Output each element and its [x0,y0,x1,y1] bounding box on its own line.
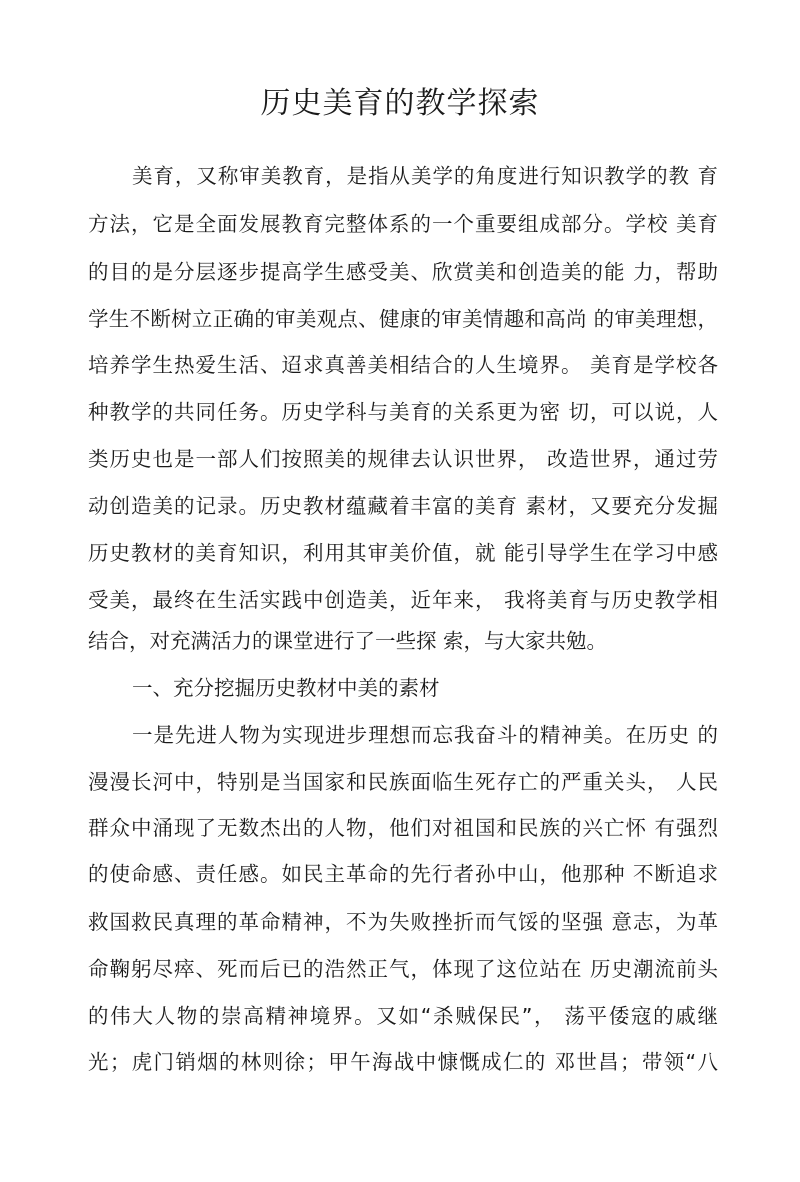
paragraph-line: 方法，它是全面发展教育完整体系的一个重要组成部分。学校 美育 [88,212,718,236]
paragraph-line: 种教学的共同任务。历史学科与美育的关系更为密 切，可以说，人 [88,400,718,424]
paragraph-line: 培养学生热爱生活、迢求真善美相结合的人生境界。 美育是学校各 [88,353,718,377]
paragraph-line: 漫漫长河中，特别是当国家和民族面临生死存亡的严重关头， 人民 [88,770,718,794]
section-heading: 一、充分挖掘历史教材中美的素材 [132,676,440,700]
paragraph-line: 学生不断树立正确的审美观点、健康的审美情趣和高尚 的审美理想， [88,307,718,331]
paragraph-line: 的目的是分层逐步提高学生感受美、欣赏美和创造美的能 力，帮助 [88,260,718,284]
paragraph-line: 的使命感、责任感。如民主革命的先行者孙中山，他那种 不断追求 [88,862,718,886]
paragraph-line: 结合，对充满活力的课堂进行了一些探 索，与大家共勉。 [88,629,608,653]
paragraph-line: 美育，又称审美教育，是指从美学的角度进行知识教学的教 育 [132,164,718,188]
paragraph-line: 历史教材的美育知识，利用其审美价值，就 能引导学生在学习中感 [88,541,718,565]
paragraph-line: 一是先进人物为实现进步理想而忘我奋斗的精神美。在历史 的 [132,723,718,747]
paragraph-line: 的伟大人物的崇高精神境界。又如“杀贼保民”， 荡平倭寇的戚继 [88,1004,718,1028]
paragraph-line: 光；虎门销烟的林则徐；甲午海战中慷慨成仁的 邓世昌；带领“八 [88,1050,718,1074]
paragraph-line: 类历史也是一部人们按照美的规律去认识世界， 改造世界，通过劳 [88,447,718,471]
paragraph-line: 救国救民真理的革命精神，不为失败挫折而气馁的坚强 意志，为革 [88,910,718,934]
paragraph-line: 群众中涌现了无数杰出的人物，他们对祖国和民族的兴亡怀 有强烈 [88,816,718,840]
paragraph-line: 命鞠躬尽瘁、死而后已的浩然正气，体现了这位站在 历史潮流前头 [88,957,718,981]
paragraph-line: 动创造美的记录。历史教材蕴藏着丰富的美育 素材，又要充分发掘 [88,494,718,518]
paragraph-line: 受美，最终在生活实践中创造美，近年来， 我将美育与历史教学相 [88,588,718,612]
document-title: 历史美育的教学探索 [260,86,540,121]
